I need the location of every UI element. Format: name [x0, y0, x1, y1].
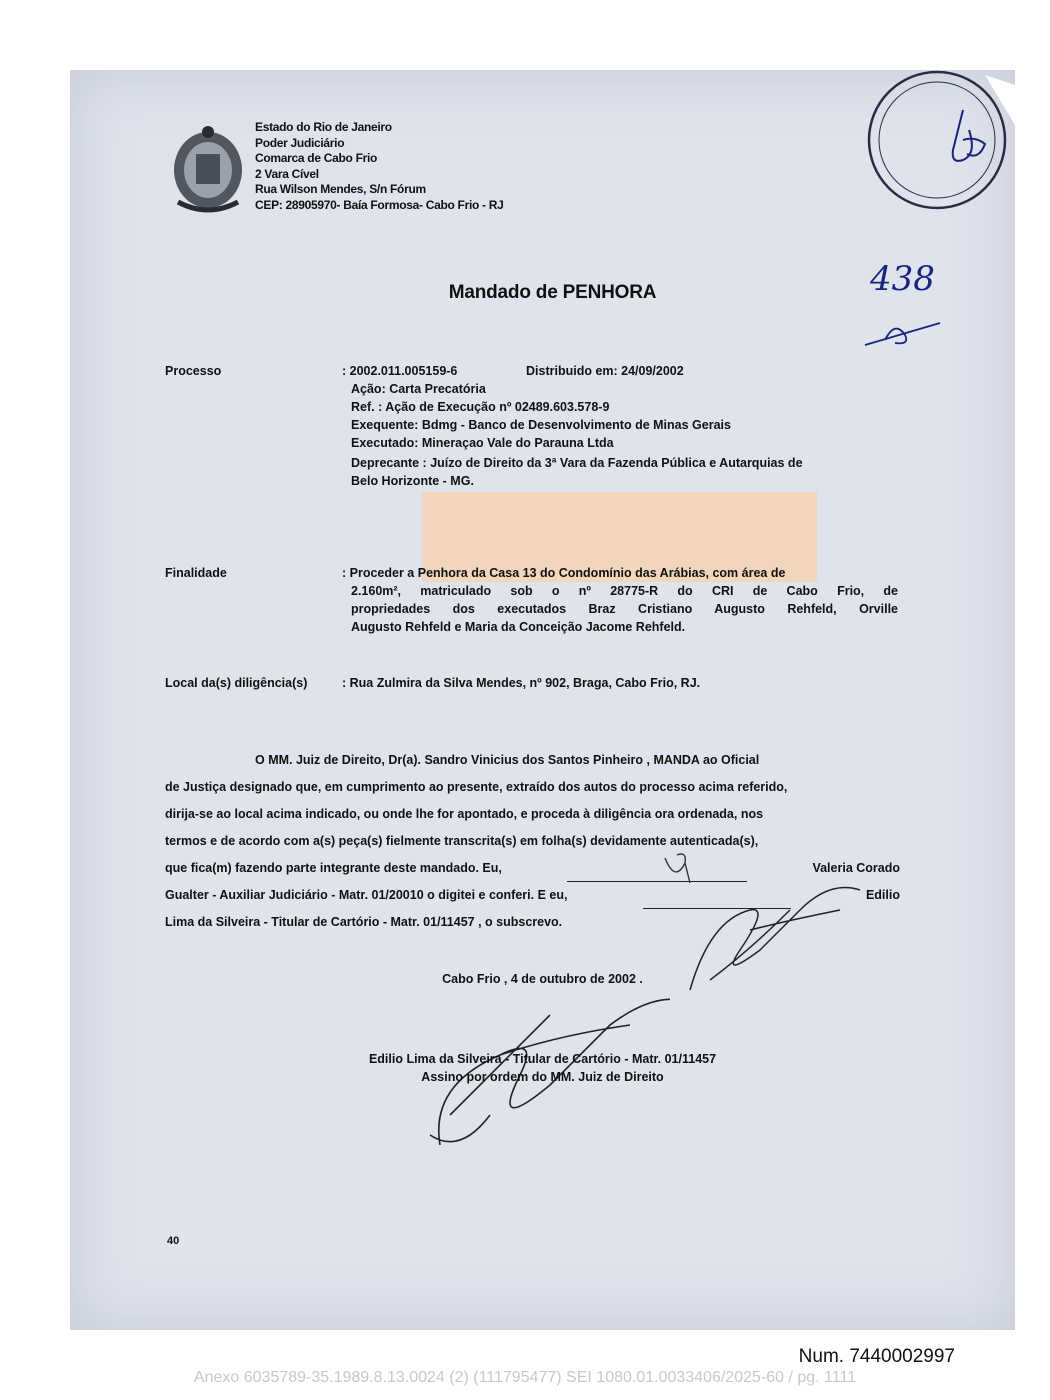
- header-line: Estado do Rio de Janeiro: [255, 120, 392, 134]
- purpose-line: Augusto Rehfeld e Maria da Conceição Jacome Rehfeld.: [351, 620, 686, 634]
- purpose-line: propriedades dos executados Braz Cristiano Augusto Rehfeld, Orville: [351, 602, 898, 616]
- circular-stamp: [845, 70, 1015, 230]
- header-line: Poder Judiciário: [255, 135, 345, 150]
- signature-line: [567, 855, 747, 882]
- body-line: O MM. Juiz de Direito, Dr(a). Sandro Vinicius dos Santos Pinheiro , MANDA ao Oficial: [255, 753, 760, 767]
- header-line: Comarca de Cabo Frio: [255, 151, 378, 165]
- scanned-document: [70, 70, 1015, 1330]
- body-line: de Justiça designado que, em cumprimento ao presente, extraído dos autos do processo acima referido,: [165, 780, 788, 794]
- deprecante: Deprecante : Juízo de Direito da 3ª Vara da Fazenda Pública e Autarquias de: [351, 456, 803, 470]
- body-text: Gualter - Auxiliar Judiciário - Matr. 01/20010 o digitei e conferi. E eu,: [165, 888, 568, 902]
- header-line: 2 Vara Cível: [255, 166, 319, 181]
- distribution-date: Distribuido em: 24/09/2002: [526, 364, 684, 378]
- executado: Executado: Mineraçao Vale do Parauna Ltda: [351, 436, 614, 450]
- body-line: dirija-se ao local acima indicado, ou onde lhe for apontado, e proceda à diligência ora ordenada, nos: [165, 807, 764, 821]
- purpose-line: : Proceder a Penhora da Casa 13 do Condomínio das Arábias, com área de: [342, 566, 786, 580]
- process-label: Processo: [165, 364, 222, 378]
- date-line: Cabo Frio , 4 de outubro de 2002 .: [442, 972, 643, 986]
- body-line: [165, 855, 900, 882]
- header-line: Rua Wilson Mendes, S/n Fórum: [255, 182, 426, 196]
- signatory-note: Assino por ordem do MM. Juiz de Direito: [421, 1070, 664, 1084]
- body-line: termos e de acordo com a(s) peça(s) fielmente transcrita(s) em folha(s) devidamente autenticada(s),: [165, 834, 759, 848]
- action-type: Ação: Carta Precatória: [351, 382, 486, 396]
- reference: Ref. : Ação de Execução nº 02489.603.578-9: [351, 400, 610, 414]
- document-title: Mandado de PENHORA: [448, 282, 657, 303]
- court-header: [255, 120, 504, 213]
- coat-of-arms-icon: [168, 122, 248, 214]
- body-text: Valeria Corado: [812, 861, 900, 875]
- purpose-label: Finalidade: [165, 566, 227, 580]
- signatory-name: Edilio Lima da Silveira - Titular de Cartório - Matr. 01/11457: [368, 1052, 717, 1066]
- process-number: : 2002.011.005159-6: [342, 364, 458, 378]
- deprecante-continued: Belo Horizonte - MG.: [351, 474, 474, 488]
- location-value: : Rua Zulmira da Silva Mendes, nº 902, Braga, Cabo Frio, RJ.: [342, 676, 701, 690]
- body-text: Edilio: [865, 888, 900, 902]
- page-number: 40: [167, 1235, 180, 1247]
- exequente: Exequente: Bdmg - Banco de Desenvolvimento de Minas Gerais: [351, 418, 731, 432]
- purpose-text: [342, 564, 898, 636]
- sei-watermark: Anexo 6035789-35.1989.8.13.0024 (2) (111795477) SEI 1080.01.0033406/2025-60 / pg. 1111: [193, 1369, 857, 1386]
- body-text: que fica(m) fazendo parte integrante deste mandado. Eu,: [165, 861, 502, 875]
- svg-text:438: 438: [870, 259, 935, 299]
- document-number: Num. 7440002997: [798, 1346, 955, 1367]
- header-line: CEP: 28905970- Baía Formosa- Cabo Frio - RJ: [255, 197, 504, 212]
- purpose-line: 2.160m², matriculado sob o nº 28775-R do CRI de Cabo Frio, de: [351, 584, 898, 598]
- body-line: Lima da Silveira - Titular de Cartório - Matr. 01/11457 , o subscrevo.: [165, 915, 563, 929]
- location-label: Local da(s) diligência(s): [165, 676, 308, 690]
